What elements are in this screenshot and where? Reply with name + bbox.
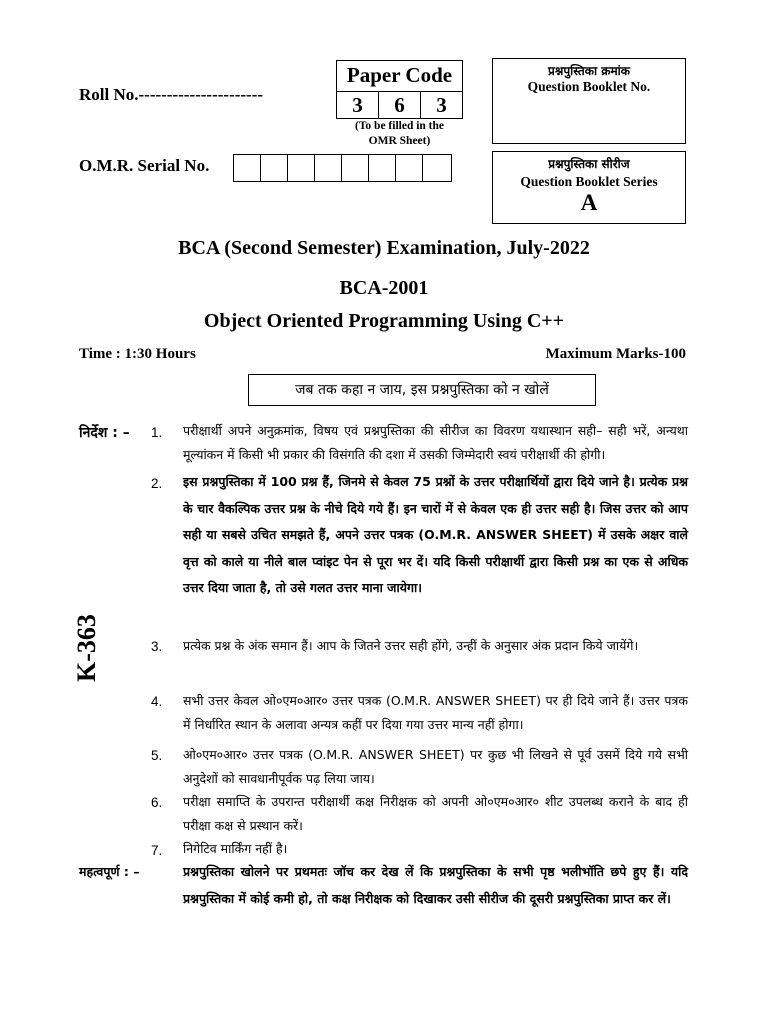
subject-title: Object Oriented Programming Using C++ [203, 310, 565, 332]
paper-code-digit: 3 [436, 93, 447, 117]
instructions-label: निर्देश : – [79, 425, 130, 441]
booklet-series-label: Question Booklet Series [520, 174, 658, 189]
side-paper-code: K-363 [72, 614, 101, 682]
roll-number-label: Roll No.---------------------- [79, 85, 264, 104]
omr-serial-label: O.M.R. Serial No. [79, 156, 210, 175]
important-label: महत्वपूर्ण : – [79, 864, 140, 879]
paper-code-note [336, 119, 463, 149]
paper-code-note-line: OMR Sheet) [368, 135, 431, 147]
paper-code-digit: 6 [379, 92, 421, 119]
omr-digit-box [423, 155, 451, 181]
do-not-open-warning: जब तक कहा न जाय, इस प्रश्नपुस्तिका को न खोलें [248, 374, 596, 406]
instruction-text: निगेटिव मार्किंग नहीं है। [183, 841, 288, 856]
instruction-number: 5. [151, 748, 163, 763]
paper-code-digit: 3 [337, 92, 379, 119]
side-code-wrapper [72, 614, 101, 683]
instruction-number: 1. [151, 425, 163, 440]
course-code: BCA-2001 [339, 277, 429, 299]
booklet-series-label-hindi: प्रश्नपुस्तिका सीरीज [548, 157, 630, 171]
instruction-number: 2. [151, 476, 163, 491]
omr-digit-box [288, 155, 315, 181]
instruction-text: परीक्षार्थी अपने अनुक्रमांक, विषय एवं प्रश्नपुस्तिका की सीरीज का विवरण यथास्थान सही– सही भरें, अन्यथा मूल्यांकन में किसी भी प्रकार की विसंगति की दशा में उसकी जिम्मेदारी स्वयं परीक्षार्थी की होगी। [183, 423, 688, 462]
instruction-text: प्रत्येक प्रश्न के अंक समान हैं। आप के जितने उत्तर सही होंगे, उन्हीं के अनुसार अंक प्रदान किये जायेंगे। [183, 638, 639, 653]
instruction-number: 4. [151, 694, 163, 709]
omr-serial-boxes [233, 154, 452, 182]
paper-code-digits [337, 91, 462, 119]
booklet-number-label: Question Booklet No. [527, 79, 651, 94]
instruction-number: 7. [151, 843, 163, 858]
omr-digit-box [396, 155, 423, 181]
question-booklet-number-box [492, 58, 686, 144]
omr-digit-box [261, 155, 288, 181]
instruction-number: 3. [151, 639, 163, 654]
instruction-text: ओ०एम०आर० उत्तर पत्रक (O.M.R. ANSWER SHEET) पर कुछ भी लिखने से पूर्व उसमें दिये गये सभी अनुदेशों को सावधानीपूर्वक पढ़ लिया जाय। [183, 747, 688, 786]
instruction-text: इस प्रश्नपुस्तिका में 100 प्रश्न हैं, जिनमे से केवल 75 प्रश्नों के उत्तर परीक्षार्थियों द्वारा दिये जाने है। प्रत्येक प्रश्न के चार वैकल्पिक उत्तर प्रश्न के नीचे दिये गये हैं। इन चारों में से केवल एक ही उत्तर सही है। जिस उत्तर को आप सही या सबसे उचित समझते हैं, अपने उत्तर पत्रक (O.M.R. ANSWER SHEET) में उसके अक्षर वाले वृत्त को काले या नीले बाल प्वांइट पेन से पूरा भर दें। यदि किसी परीक्षार्थी द्वारा किसी प्रश्न का एक से अधिक उत्तर दिया जाता है, तो उसे गलत उत्तर माना जायेगा। [183, 474, 688, 595]
paper-code-box [336, 60, 463, 119]
maximum-marks: Maximum Marks-100 [545, 346, 686, 362]
instruction-text: परीक्षा समाप्ति के उपरान्त परीक्षार्थी कक्ष निरीक्षक को अपनी ओ०एम०आर० शीट उपलब्ध कराने के बाद ही परीक्षा कक्ष से प्रस्थान करें। [183, 794, 688, 833]
omr-digit-box [234, 155, 261, 181]
instruction-number: 6. [151, 795, 163, 810]
instruction-text: सभी उत्तर केवल ओ०एम०आर० उत्तर पत्रक (O.M.R. ANSWER SHEET) पर ही दिये जाने हैं। उत्तर पत्रक में निर्धारित स्थान के अलावा अन्यत्र कहीं पर दिया गया उत्तर मान्य नहीं होगा। [183, 693, 688, 732]
omr-digit-box [369, 155, 396, 181]
important-note: प्रश्नपुस्तिका खोलने पर प्रथमतः जॉच कर देख लें कि प्रश्नपुस्तिका के सभी पृष्ठ भलीभॉति छपे हुए हैं। यदि प्रश्नपुस्तिका में कोई कमी हो, तो कक्ष निरीक्षक को दिखाकर उसी सीरीज की दूसरी प्रश्नपुस्तिका प्राप्त कर लें। [183, 864, 688, 906]
exam-title: BCA (Second Semester) Examination, July-2022 [178, 237, 590, 259]
question-booklet-series-box [492, 151, 686, 224]
booklet-number-label-hindi: प्रश्नपुस्तिका क्रमांक [548, 64, 630, 78]
paper-code-note-line: (To be filled in the [354, 120, 445, 132]
booklet-series-value: A [580, 190, 598, 215]
omr-digit-box [342, 155, 369, 181]
paper-code-title: Paper Code [346, 63, 453, 87]
omr-digit-box [315, 155, 342, 181]
time-duration: Time : 1:30 Hours [79, 346, 196, 362]
